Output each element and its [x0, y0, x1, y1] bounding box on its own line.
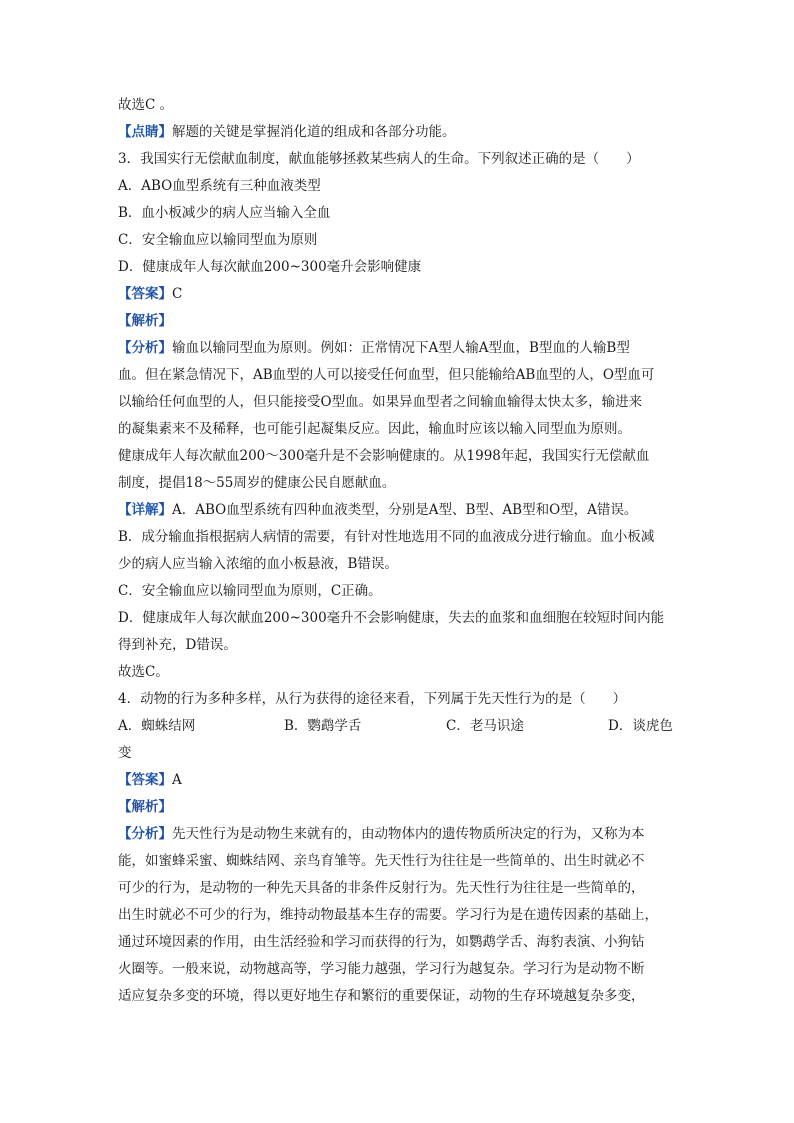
text-line	[118, 875, 680, 902]
line-text: 解题的关键是掌握消化道的组成和各部分功能。	[172, 124, 456, 140]
tagged-line	[118, 335, 680, 362]
text-line	[118, 956, 680, 983]
section-tag: 【解析】	[118, 799, 172, 815]
line-text: 变	[118, 745, 132, 761]
document-body	[118, 92, 680, 1010]
line-text: A．ABO血型系统有四种血液类型，分别是A型、B型、AB型和O型，A错误。	[172, 502, 638, 518]
section-tag: 【答案】	[118, 286, 172, 302]
line-text: C．安全输血应以输同型血为原则	[118, 232, 318, 248]
line-text: 故选C 。	[118, 97, 174, 113]
answer-option: C．老马识途	[446, 718, 524, 734]
line-text: 能，如蜜蜂采蜜、蜘蛛结网、亲鸟育雏等。先天性行为往往是一些简单的、出生时就必不	[118, 853, 645, 869]
line-text: 适应复杂多变的环境，得以更好地生存和繁衍的重要保证，动物的生存环境越复杂多变，	[118, 988, 645, 1004]
text-line	[118, 524, 680, 551]
text-line	[118, 200, 680, 227]
text-line	[118, 362, 680, 389]
line-text: 的凝集素来不及稀释，也可能引起凝集反应。因此，输血时应该以输入同型血为原则。	[118, 421, 631, 437]
text-line	[118, 605, 680, 632]
text-line	[118, 254, 680, 281]
text-line	[118, 173, 680, 200]
tagged-line	[118, 497, 680, 524]
line-text: 健康成年人每次献血200～300毫升是不会影响健康的。从1998年起，我国实行无偿献血	[118, 448, 650, 464]
line-text: D．健康成年人每次献血200~300毫升不会影响健康，失去的血浆和血细胞在较短时间内能	[118, 610, 665, 626]
line-text: 3．我国实行无偿献血制度，献血能够拯救某些病人的生命。下列叙述正确的是（ ）	[118, 151, 640, 167]
line-text: 以输给任何血型的人，但只能接受O型血。如果异血型者之间输血输得太快太多，输进来	[118, 394, 643, 410]
line-text: 得到补充，D错误。	[118, 637, 237, 653]
section-tag: 【解析】	[118, 313, 172, 329]
line-text: A．ABO血型系统有三种血液类型	[118, 178, 321, 194]
section-tag: 【点睛】	[118, 124, 172, 140]
line-text: 可少的行为，是动物的一种先天具备的非条件反射行为。先天性行为往往是一些简单的，	[118, 880, 645, 896]
answer-option: A．蜘蛛结网	[118, 718, 196, 734]
answer-option: B．鹦鹉学舌	[284, 718, 362, 734]
answer-option: D．谈虎色	[608, 718, 673, 734]
line-text: 血。但在紧急情况下，AB血型的人可以接受任何血型，但只能输给AB血型的人，O型血可	[118, 367, 655, 383]
line-text: C．安全输血应以输同型血为原则，C正确。	[118, 583, 382, 599]
text-line	[118, 848, 680, 875]
line-text: B．成分输血指根据病人病情的需要，有针对性地选用不同的血液成分进行输血。血小板减	[118, 529, 655, 545]
text-line	[118, 389, 680, 416]
line-text: A	[172, 772, 182, 788]
text-line	[118, 578, 680, 605]
line-text: D．健康成年人每次献血200~300毫升会影响健康	[118, 259, 422, 275]
tagged-line	[118, 119, 680, 146]
text-line	[118, 983, 680, 1010]
line-text: 制度，提倡18～55周岁的健康公民自愿献血。	[118, 475, 396, 491]
line-text: 通过环境因素的作用，由生活经验和学习而获得的行为，如鹦鹉学舌、海豹表演、小狗钻	[118, 934, 645, 950]
text-line	[118, 92, 680, 119]
text-line	[118, 443, 680, 470]
text-line	[118, 146, 680, 173]
text-line	[118, 416, 680, 443]
text-line	[118, 470, 680, 497]
line-text: C	[172, 286, 183, 302]
line-text: 故选C。	[118, 664, 169, 680]
section-tag: 【分析】	[118, 826, 172, 842]
section-tag: 【详解】	[118, 502, 172, 518]
text-line	[118, 686, 680, 713]
tagged-line	[118, 821, 680, 848]
line-text: B．血小板减少的病人应当输入全血	[118, 205, 331, 221]
text-line	[118, 227, 680, 254]
text-line	[118, 929, 680, 956]
line-text: 4．动物的行为多种多样，从行为获得的途径来看，下列属于先天性行为的是（ ）	[118, 691, 627, 707]
tagged-line	[118, 794, 680, 821]
text-line	[118, 632, 680, 659]
tagged-line	[118, 767, 680, 794]
text-line	[118, 740, 680, 767]
tagged-line	[118, 308, 680, 335]
line-text: 少的病人应当输入浓缩的血小板悬液，B错误。	[118, 556, 398, 572]
line-text: 输血以输同型血为原则。例如：正常情况下A型人输A型血，B型血的人输B型	[172, 340, 630, 356]
text-line	[118, 551, 680, 578]
line-text: 火圈等。一般来说，动物越高等，学习能力越强，学习行为越复杂。学习行为是动物不断	[118, 961, 645, 977]
section-tag: 【分析】	[118, 340, 172, 356]
line-text: 先天性行为是动物生来就有的，由动物体内的遗传物质所决定的行为，又称为本	[172, 826, 645, 842]
text-line	[118, 659, 680, 686]
text-line	[118, 902, 680, 929]
tagged-line	[118, 281, 680, 308]
answer-options-row	[118, 713, 680, 740]
section-tag: 【答案】	[118, 772, 172, 788]
line-text: 出生时就必不可少的行为，维持动物最基本生存的需要。学习行为是在遗传因素的基础上，	[118, 907, 658, 923]
